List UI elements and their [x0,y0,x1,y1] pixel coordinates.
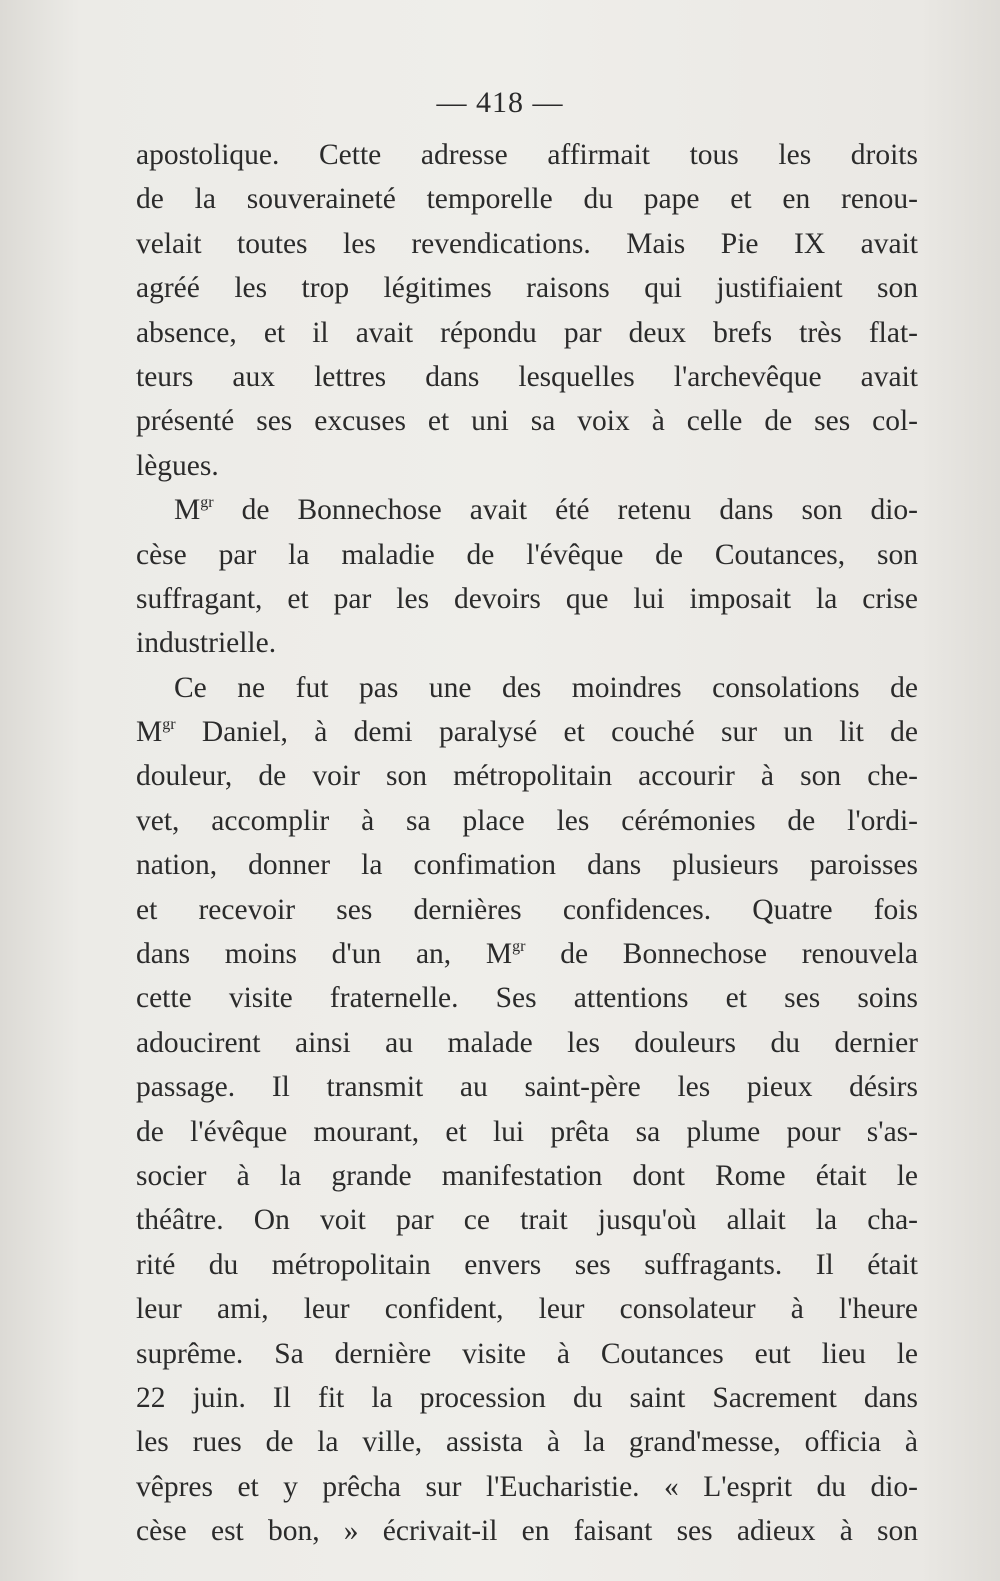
text-line [136,1376,918,1420]
line-text: nation, donner la confimation dans plusieurs paroisses [136,849,918,882]
line-text: rité du métropolitain envers ses suffragants. Il était [136,1248,918,1281]
line-text: cèse par la maladie de l'évêque de Coutances, son [136,538,918,571]
text-line [136,932,918,976]
line-text: absence, et il avait répondu par deux brefs très flat- [136,316,918,349]
line-text: Daniel, à demi paralysé et couché sur un lit de [175,716,918,749]
text-line [136,1332,918,1376]
text-line [136,710,918,754]
text-line [136,1154,918,1198]
text-line [136,1021,918,1065]
text-line [136,976,918,1020]
line-text: adoucirent ainsi au malade les douleurs du dernier [136,1026,918,1059]
text-line [136,1243,918,1287]
text-line [136,266,918,310]
page-number: — 418 — [436,86,564,119]
body-text [136,133,918,1554]
line-text: suffragant, et par les devoirs que lui imposait la crise [136,582,918,615]
line-text: de Bonnechose avait été retenu dans son dio- [213,494,918,527]
line-text: les rues de la ville, assista à la grand'messe, officia à [136,1426,918,1459]
text-line [136,311,918,355]
line-text: présenté ses excuses et uni sa voix à celle de ses col- [136,405,918,438]
text-line [136,888,918,932]
text-line [136,577,918,621]
text-line [136,177,918,221]
text-line [136,754,918,798]
line-text: Ce ne fut pas une des moindres consolations de [174,671,918,704]
text-line [136,799,918,843]
text-line [136,222,918,266]
line-text: douleur, de voir son métropolitain accourir à son che- [136,760,918,793]
line-text: velait toutes les revendications. Mais Pie IX avait [136,227,918,260]
text-line [136,666,918,710]
text-line [136,133,918,177]
line-text: teurs aux lettres dans lesquelles l'archevêque avait [136,360,918,393]
text-line [136,488,918,532]
line-text: vêpres et y prêcha sur l'Eucharistie. « L'esprit du dio- [136,1470,918,1503]
line-text: théâtre. On voit par ce trait jusqu'où allait la cha- [136,1204,918,1237]
line-text: de l'évêque mourant, et lui prêta sa plume pour s'as- [136,1115,918,1148]
text-line [136,1465,918,1509]
text-line [136,1198,918,1242]
text-line [136,843,918,887]
line-text: lègues. [136,449,219,482]
line-text: cèse est bon, » écrivait-il en faisant ses adieux à son [136,1515,918,1548]
line-text: 22 juin. Il fit la procession du saint Sacrement dans [136,1381,918,1414]
line-text: et recevoir ses dernières confidences. Quatre fois [136,893,918,926]
text-line [136,533,918,577]
text-line [136,355,918,399]
abbreviation-superscript: gr [200,494,214,512]
text-line [136,1509,918,1553]
abbreviation-superscript: gr [512,938,526,956]
line-text: apostolique. Cette adresse affirmait tous les droits [136,139,918,171]
line-text: suprême. Sa dernière visite à Coutances eut lieu le [136,1337,918,1370]
line-text: industrielle. [136,627,277,660]
text-line [136,621,918,665]
text-line [136,1420,918,1464]
line-prefix: M [136,716,163,749]
line-text: agréé les trop légitimes raisons qui justifiaient son [136,272,918,305]
text-line [136,444,918,488]
line-text: leur ami, leur confident, leur consolateur à l'heure [136,1293,918,1326]
text-line [136,1065,918,1109]
line-text: vet, accomplir à sa place les cérémonies de l'ordi- [136,804,918,837]
line-text: de la souveraineté temporelle du pape et en renou- [136,183,918,216]
line-text: socier à la grande manifestation dont Rome était le [136,1159,918,1192]
line-text: cette visite fraternelle. Ses attentions et ses soins [136,982,918,1015]
line-prefix: dans moins d'un an, M [136,938,513,971]
line-text: passage. Il transmit au saint-père les pieux désirs [136,1071,918,1104]
abbreviation-superscript: gr [162,716,176,734]
text-line [136,1287,918,1331]
text-line [136,1110,918,1154]
text-line [136,399,918,443]
line-text: de Bonnechose renouvela [525,938,918,971]
line-prefix: M [174,494,201,527]
